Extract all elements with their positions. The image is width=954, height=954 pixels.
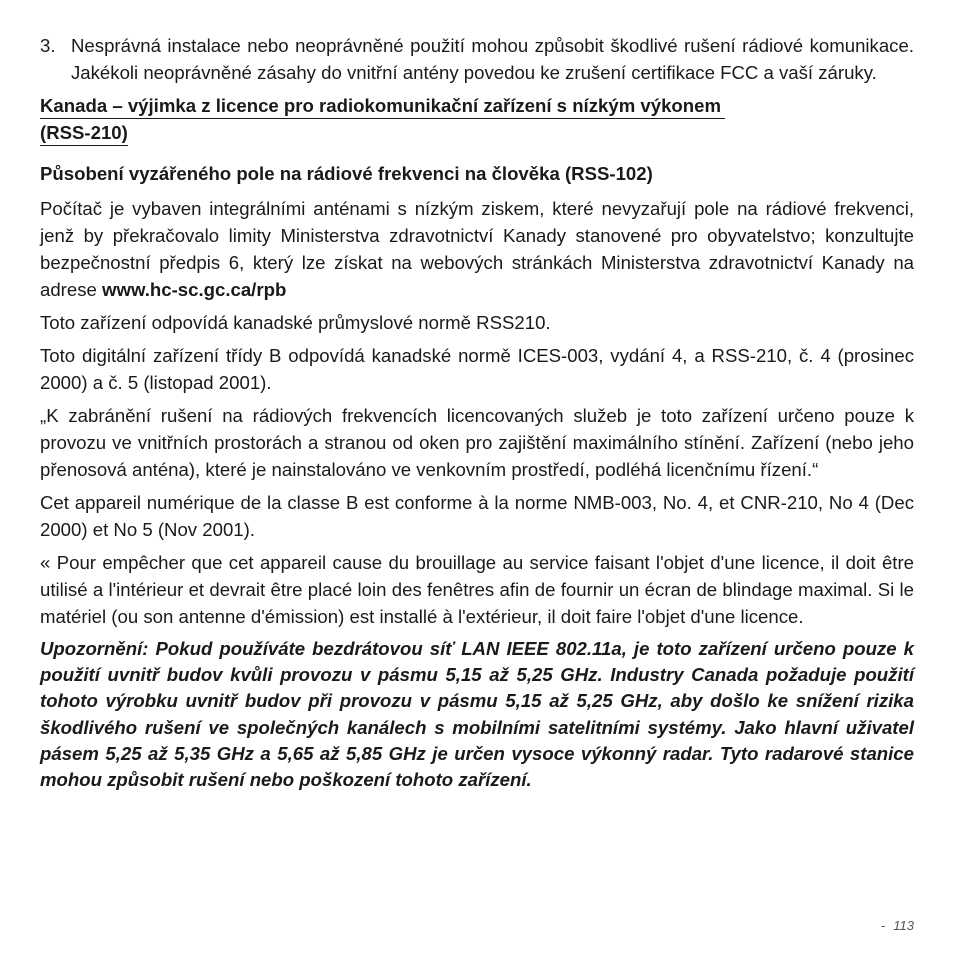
paragraph-antennas-text: Počítač je vybaven integrálními anténami s nízkým ziskem, které nevyzařují pole na rádiové frekvenci, jenž by překračovalo limity Ministerstva zdravotnictví Kanady stanovené pro obyvatelstvo; konzultujte bezpečnostní předpis 6, který lze získat na webových stránkách Ministerstva zdravotnictví Kanady na adrese xyxy=(40,198,914,300)
warning-paragraph: Upozornění: Pokud používáte bezdrátovou síť LAN IEEE 802.11a, je toto zařízení určeno pouze k použití uvnitř budov kvůli provozu v pásmu 5,15 až 5,25 GHz. Industry Canada požaduje použití tohoto výrobku uvnitř budov při provozu v pásmu 5,15 až 5,25 GHz, aby došlo ke snížení rizika škodlivého rušení ve společných kanálech s mobilními satelitními systémy. Jako hlavní uživatel pásem 5,25 až 5,35 GHz a 5,65 až 5,85 GHz je určen vysoce výkonný radar. Tyto radarové stanice mohou způsobit rušení nebo poškození tohoto zařízení. xyxy=(40,638,914,791)
paragraph-rss210: Toto zařízení odpovídá kanadské průmyslové normě RSS210. xyxy=(40,312,551,333)
paragraph-antennas xyxy=(40,195,914,303)
list-number: 3. xyxy=(40,35,56,56)
page-number xyxy=(881,918,914,933)
section-heading-canada-line1: Kanada – výjimka z licence pro radiokomunikační zařízení s nízkým výkonem xyxy=(40,93,725,119)
page-number-dash: - xyxy=(880,918,886,933)
section-heading-canada-line2: (RSS-210) xyxy=(40,120,128,146)
list-item xyxy=(40,32,914,86)
section-heading-exposure: Působení vyzářeného pole na rádiové frekvenci na člověka (RSS-102) xyxy=(40,163,653,184)
document-page xyxy=(40,32,914,793)
health-canada-url: www.hc-sc.gc.ca/rpb xyxy=(102,279,287,300)
paragraph-quote-cz: „K zabránění rušení na rádiových frekvencích licencovaných služeb je toto zařízení určeno pouze k provozu ve vnitřních prostorách a stranou od oken pro zajištění maximálního stínění. Zařízení (nebo jeho přenosová anténa), které je nainstalováno ve venkovním prostředí, podléhá licenčnímu řízení.“ xyxy=(40,405,914,480)
list-text: Nesprávná instalace nebo neoprávněné použití mohou způsobit škodlivé rušení rádiové komunikace. Jakékoli neoprávněné zásahy do vnitřní antény povedou ke zrušení certifikace FCC a vaší záruky. xyxy=(71,35,914,83)
paragraph-fr-1: Cet appareil numérique de la classe B est conforme à la norme NMB-003, No. 4, et CNR-210, No 4 (Dec 2000) et No 5 (Nov 2001). xyxy=(40,492,914,540)
page-number-value: 113 xyxy=(893,918,914,933)
paragraph-ices: Toto digitální zařízení třídy B odpovídá kanadské normě ICES-003, vydání 4, a RSS-210, č. 4 (prosinec 2000) a č. 5 (listopad 2001). xyxy=(40,345,914,393)
section-heading-canada xyxy=(40,92,914,146)
paragraph-fr-2: « Pour empêcher que cet appareil cause du brouillage au service faisant l'objet d'une licence, il doit être utilisé a l'intérieur et devrait être placé loin des fenêtres afin de fournir un écran de blindage maximal. Si le matériel (ou son antenne d'émission) est installé à l'extérieur, il doit faire l'objet d'une licence. xyxy=(40,552,914,627)
